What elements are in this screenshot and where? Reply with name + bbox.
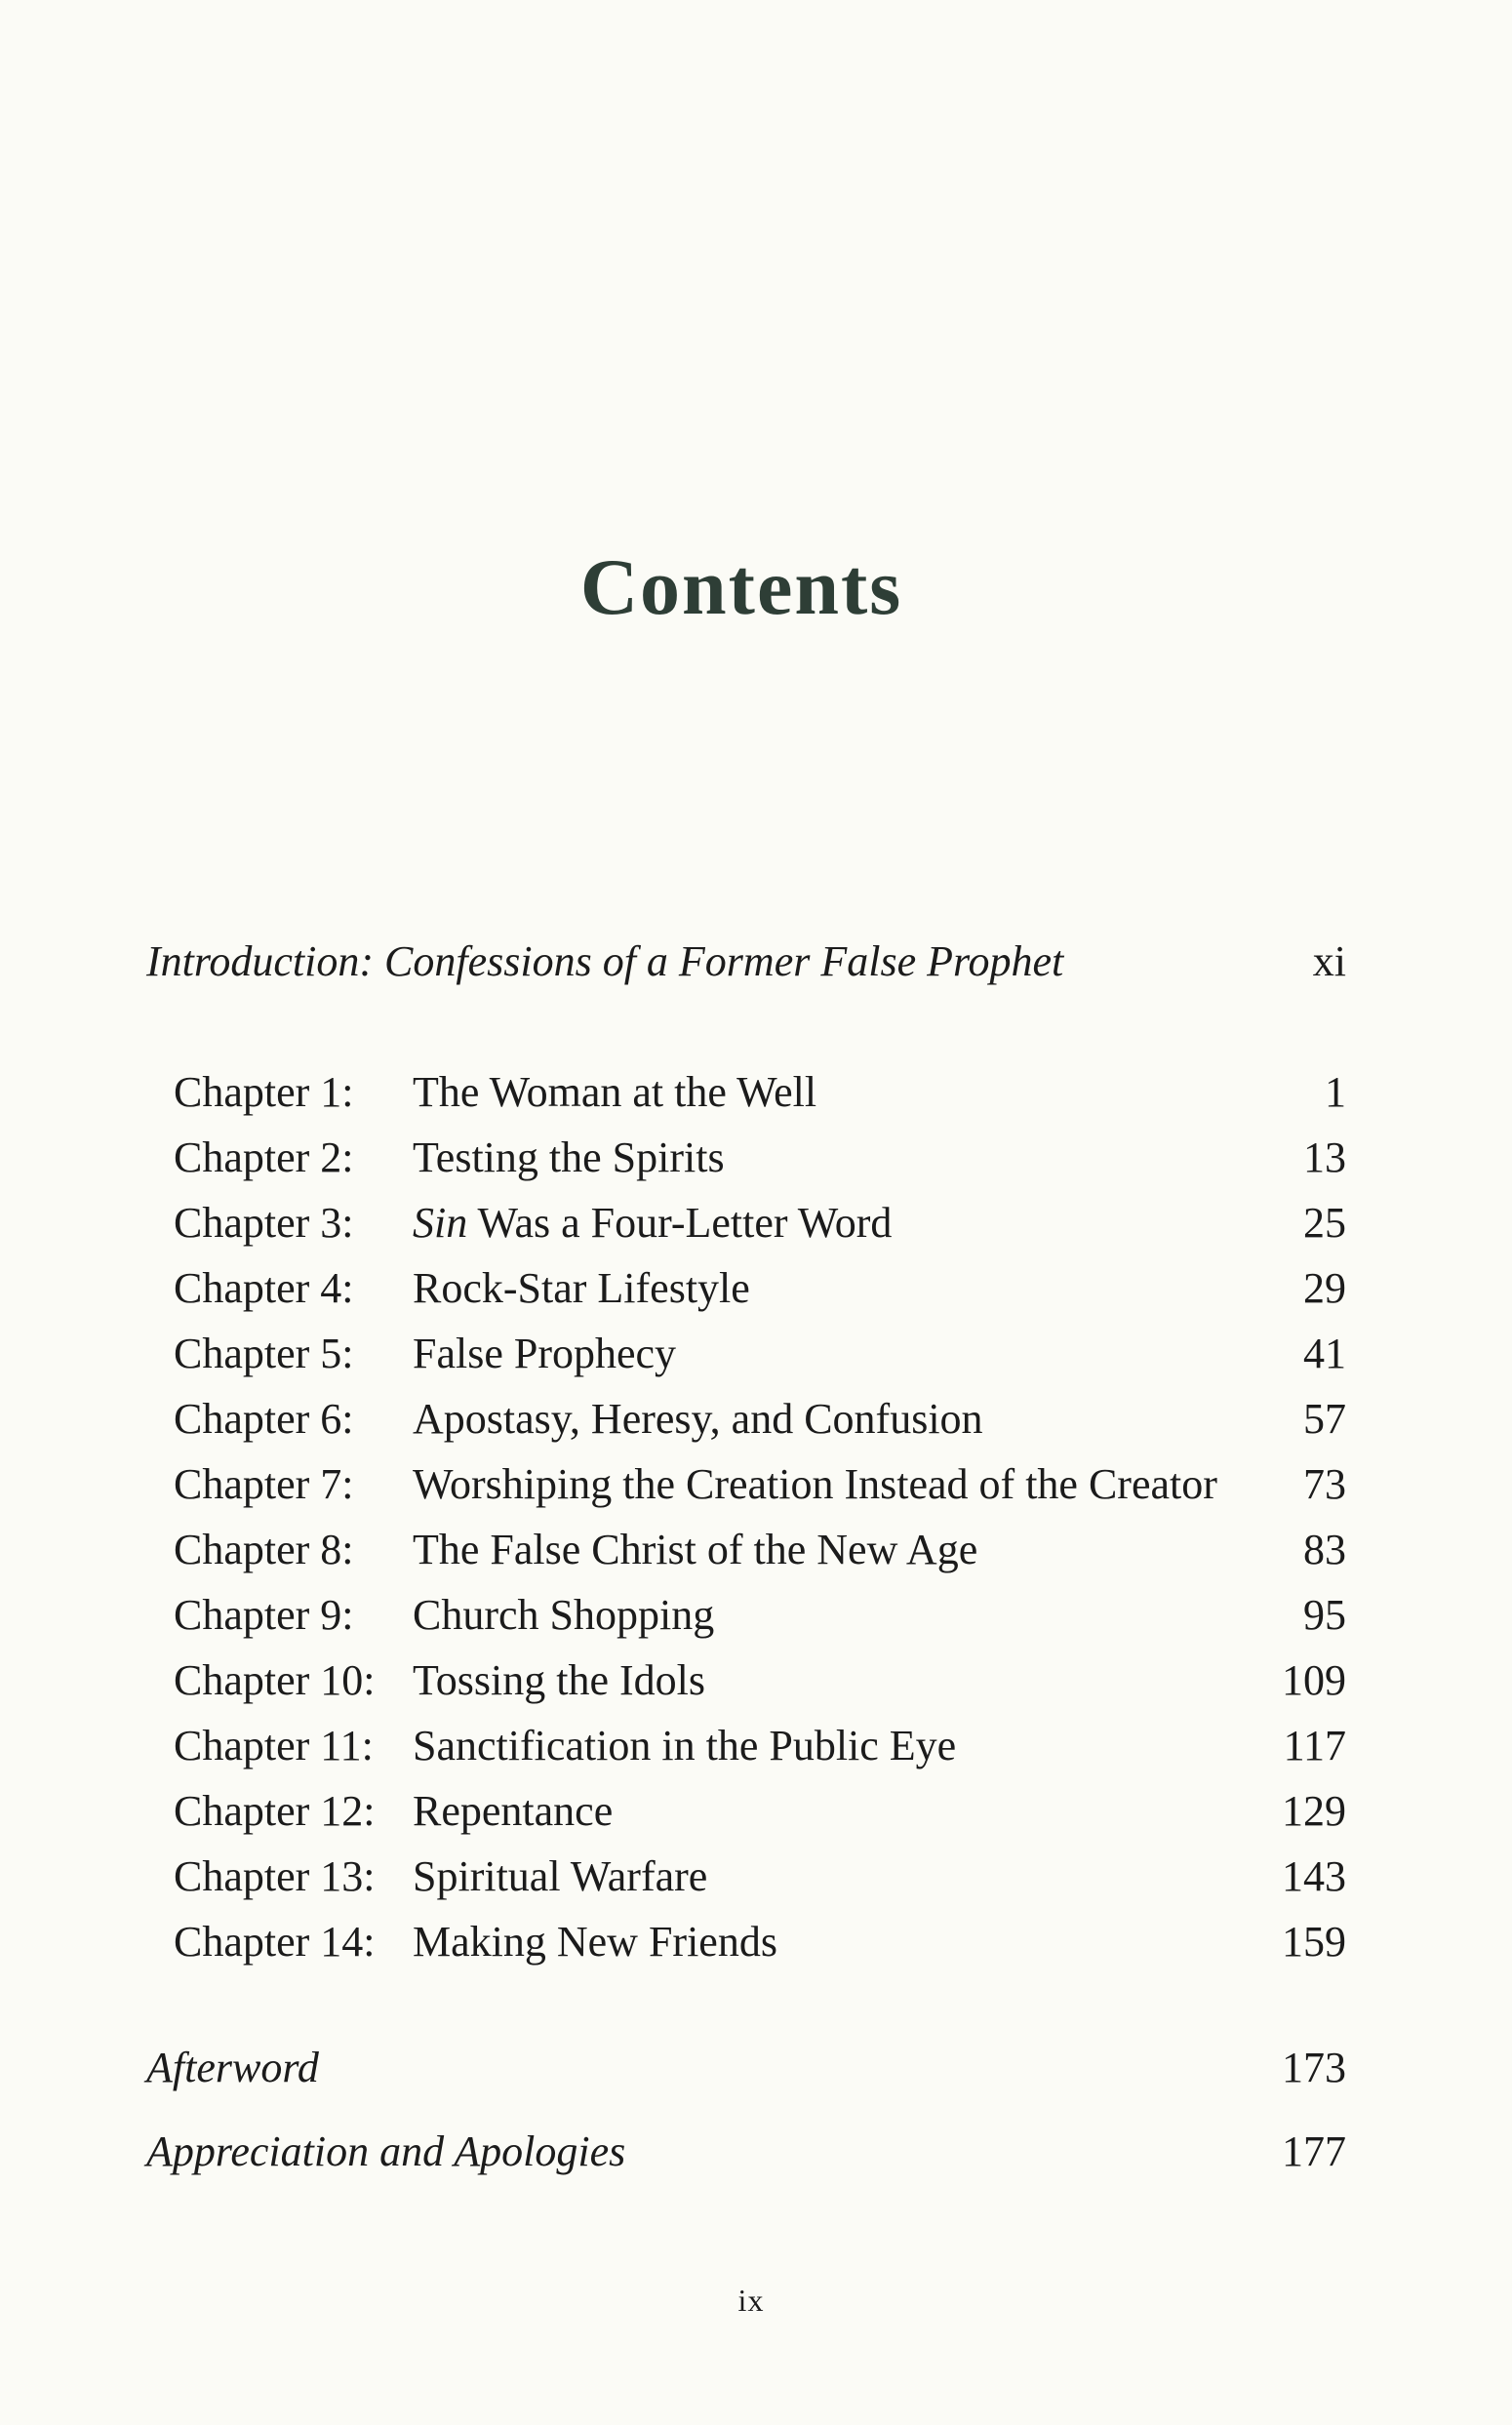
chapter-label: Chapter 2:	[174, 1133, 354, 1181]
chapter-entry-11[interactable]	[174, 1721, 1346, 1786]
chapter-title-text: Making New Friends	[413, 1918, 777, 1966]
chapter-title	[413, 1525, 1239, 1574]
chapter-page-number: 13	[1303, 1133, 1346, 1181]
toc-introduction-entry[interactable]	[146, 936, 1346, 986]
afterword-title: Afterword	[146, 2044, 319, 2091]
chapter-title	[413, 1590, 1239, 1640]
chapter-label: Chapter 8:	[174, 1526, 354, 1573]
chapter-title	[413, 1459, 1239, 1509]
chapter-label: Chapter 10:	[174, 1656, 376, 1704]
chapter-title	[413, 1067, 1239, 1117]
chapter-page-number: 29	[1303, 1264, 1346, 1312]
chapter-title	[413, 1263, 1239, 1313]
chapter-entry-1[interactable]	[174, 1067, 1346, 1133]
chapter-title	[413, 1329, 1239, 1378]
chapter-title-text: Worshiping the Creation Instead of the Creator	[413, 1460, 1217, 1508]
chapter-label: Chapter 9:	[174, 1591, 354, 1639]
chapter-entry-8[interactable]	[174, 1525, 1346, 1590]
chapter-title	[413, 1394, 1239, 1444]
introduction-title: Introduction: Confessions of a Former False Prophet	[146, 937, 1064, 985]
chapter-label: Chapter 6:	[174, 1395, 354, 1443]
chapter-list	[174, 1067, 1346, 1982]
chapter-entry-2[interactable]	[174, 1133, 1346, 1198]
toc-afterword-entry[interactable]	[146, 2043, 1346, 2092]
chapter-entry-12[interactable]	[174, 1786, 1346, 1851]
chapter-entry-5[interactable]	[174, 1329, 1346, 1394]
chapter-title-text: Spiritual Warfare	[413, 1852, 708, 1900]
chapter-page-number: 41	[1303, 1330, 1346, 1377]
chapter-page-number: 57	[1303, 1395, 1346, 1443]
chapter-title-text: The Woman at the Well	[413, 1068, 817, 1116]
chapter-title-text: Church Shopping	[413, 1591, 715, 1639]
chapter-title-text: Repentance	[413, 1787, 614, 1835]
chapter-entry-10[interactable]	[174, 1655, 1346, 1721]
chapter-title-text: Tossing the Idols	[413, 1656, 706, 1704]
chapter-title-emphasis: Sin	[413, 1199, 468, 1247]
chapter-title-text: Rock-Star Lifestyle	[413, 1264, 750, 1312]
chapter-entry-13[interactable]	[174, 1851, 1346, 1917]
chapter-entry-9[interactable]	[174, 1590, 1346, 1655]
chapter-page-number: 1	[1325, 1068, 1346, 1116]
appreciation-title: Appreciation and Apologies	[146, 2127, 626, 2175]
chapter-page-number: 143	[1282, 1852, 1346, 1900]
chapter-entry-7[interactable]	[174, 1459, 1346, 1525]
chapter-title	[413, 1198, 1239, 1248]
chapter-title	[413, 1721, 1239, 1770]
chapter-label: Chapter 11:	[174, 1722, 374, 1769]
chapter-label: Chapter 12:	[174, 1787, 376, 1835]
chapter-page-number: 109	[1282, 1656, 1346, 1704]
chapter-entry-14[interactable]	[174, 1917, 1346, 1982]
chapter-title-text: False Prophecy	[413, 1330, 677, 1377]
toc-appreciation-entry[interactable]	[146, 2127, 1346, 2176]
chapter-entry-4[interactable]	[174, 1263, 1346, 1329]
chapter-title	[413, 1917, 1239, 1967]
chapter-label: Chapter 13:	[174, 1852, 376, 1900]
chapter-label: Chapter 14:	[174, 1918, 376, 1966]
chapter-title-text: Sanctification in the Public Eye	[413, 1722, 957, 1769]
afterword-page-number: 173	[1282, 2044, 1346, 2091]
chapter-page-number: 159	[1282, 1918, 1346, 1966]
introduction-page-number: xi	[1312, 937, 1346, 985]
chapter-title-text: The False Christ of the New Age	[413, 1526, 978, 1573]
chapter-title-text: Apostasy, Heresy, and Confusion	[413, 1395, 983, 1443]
chapter-label: Chapter 4:	[174, 1264, 354, 1312]
chapter-title-text: Testing the Spirits	[413, 1133, 725, 1181]
chapter-title	[413, 1655, 1239, 1705]
chapter-page-number: 83	[1303, 1526, 1346, 1573]
appreciation-page-number: 177	[1282, 2127, 1346, 2175]
chapter-entry-3[interactable]	[174, 1198, 1346, 1263]
chapter-title	[413, 1133, 1239, 1182]
chapter-page-number: 73	[1303, 1460, 1346, 1508]
chapter-entry-6[interactable]	[174, 1394, 1346, 1459]
chapter-page-number: 117	[1283, 1722, 1346, 1769]
chapter-page-number: 129	[1282, 1787, 1346, 1835]
chapter-page-number: 25	[1303, 1199, 1346, 1247]
chapter-label: Chapter 5:	[174, 1330, 354, 1377]
chapter-label: Chapter 1:	[174, 1068, 354, 1116]
page-title: Contents	[579, 541, 903, 631]
chapter-page-number: 95	[1303, 1591, 1346, 1639]
chapter-title	[413, 1786, 1239, 1836]
chapter-label: Chapter 3:	[174, 1199, 354, 1247]
chapter-title-text: Was a Four-Letter Word	[467, 1199, 893, 1247]
chapter-label: Chapter 7:	[174, 1460, 354, 1508]
page-number-folio: ix	[737, 2283, 765, 2318]
chapter-title	[413, 1851, 1239, 1901]
